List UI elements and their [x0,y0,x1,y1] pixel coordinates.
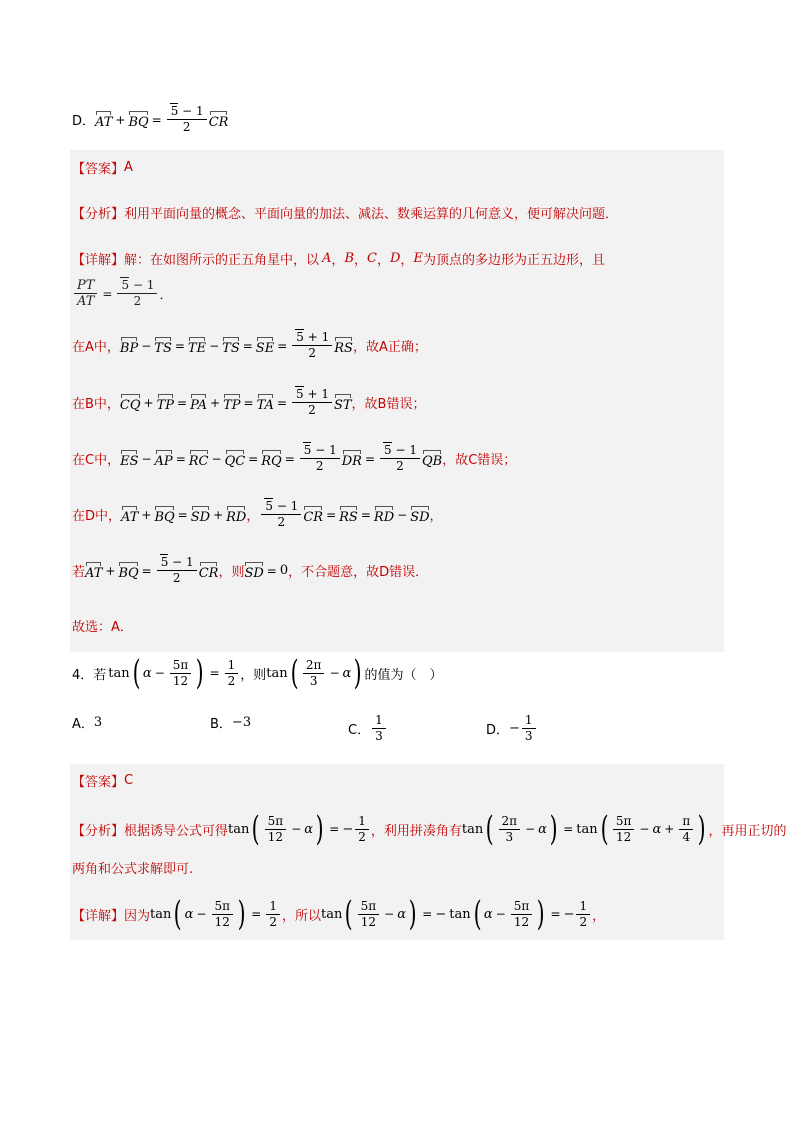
q3-answer: 【答案】 A [72,160,133,177]
q3-if-d: 若 AT + BQ = $\frac{5 - 1}{2}$ CR ，则 SD = 0 ，不合题意，故D错误． [72,555,429,585]
q4-option-c: C． $\frac{1}{3}$ [348,713,388,744]
q3-case-d: 在D中， AT + BQ = SD + RD ， $\frac{5 - 1}{2}$ CR = RS = RD − SD ， [72,499,443,529]
q4-detail: 【详解】 因为 tan ( α − $\frac{5\pi}{12}$ ) = $\frac{1}{2}$ ，所以 tan ( $\frac{5\pi}{12}$ − α ) = − tan ( α − $\frac{5\pi}{12}$ ) = − $\frac{1}{2}$ ， [72,894,606,934]
q3-choose: 故选：A． [72,620,133,635]
q4-option-a: A． 3 [72,715,103,732]
q4-analysis: 【分析】 根据诱导公式可得 tan ( $\frac{5\pi}{12}$ − α ) = − $\frac{1}{2}$ ，利用拼凑角有 tan ( $\frac{2\pi}{3}$ − α ) = tan ( $\frac{5\pi}{12}$ − α + $\frac{\pi}{4}$ ) ，再用正切的 [72,809,787,849]
prev-option-d: D． AT + BQ = $\frac{5 - 1}{2}$ CR [72,104,229,134]
q4-option-d: D． − $\frac{1}{3}$ [486,713,538,744]
q3-case-a: 在A中， BP − TS = TE − TS = SE = $\frac{5 + 1}{2}$ RS ，故A正确； [72,330,427,360]
q3-detail: 【详解】 解：在如图所示的正五角星中，以 A ， B ， C ， D ， E 为顶点的多边形为正五边形，且 [72,251,605,268]
q3-case-c: 在C中， ES − AP = RC − QC = RQ = $\frac{5 - 1}{2}$ DR = $\frac{5 - 1}{2}$ QB ，故C错误； [72,443,517,473]
q3-ratio: $\frac{PT}{AT}$ = $\frac{5 - 1}{2}$ ． [72,278,172,309]
q4-option-b: B． −3 [210,715,252,732]
q4-answer: 【答案】 C [72,773,134,790]
q4-analysis-line2: 两角和公式求解即可. [72,862,194,877]
q3-case-b: 在B中， CQ + TP = PA + TP = TA = $\frac{5 + 1}{2}$ ST ，故B错误； [72,387,426,417]
q3-analysis: 【分析】 利用平面向量的概念、平面向量的加法、减法、数乘运算的几何意义，便可解决问题． [72,207,619,222]
q4-stem: 4． 若 tan ( α − $\frac{5\pi}{12}$ ) = $\frac{1}{2}$ ，则 tan ( $\frac{2\pi}{3}$ − α ) 的值为（ ） [72,653,443,693]
